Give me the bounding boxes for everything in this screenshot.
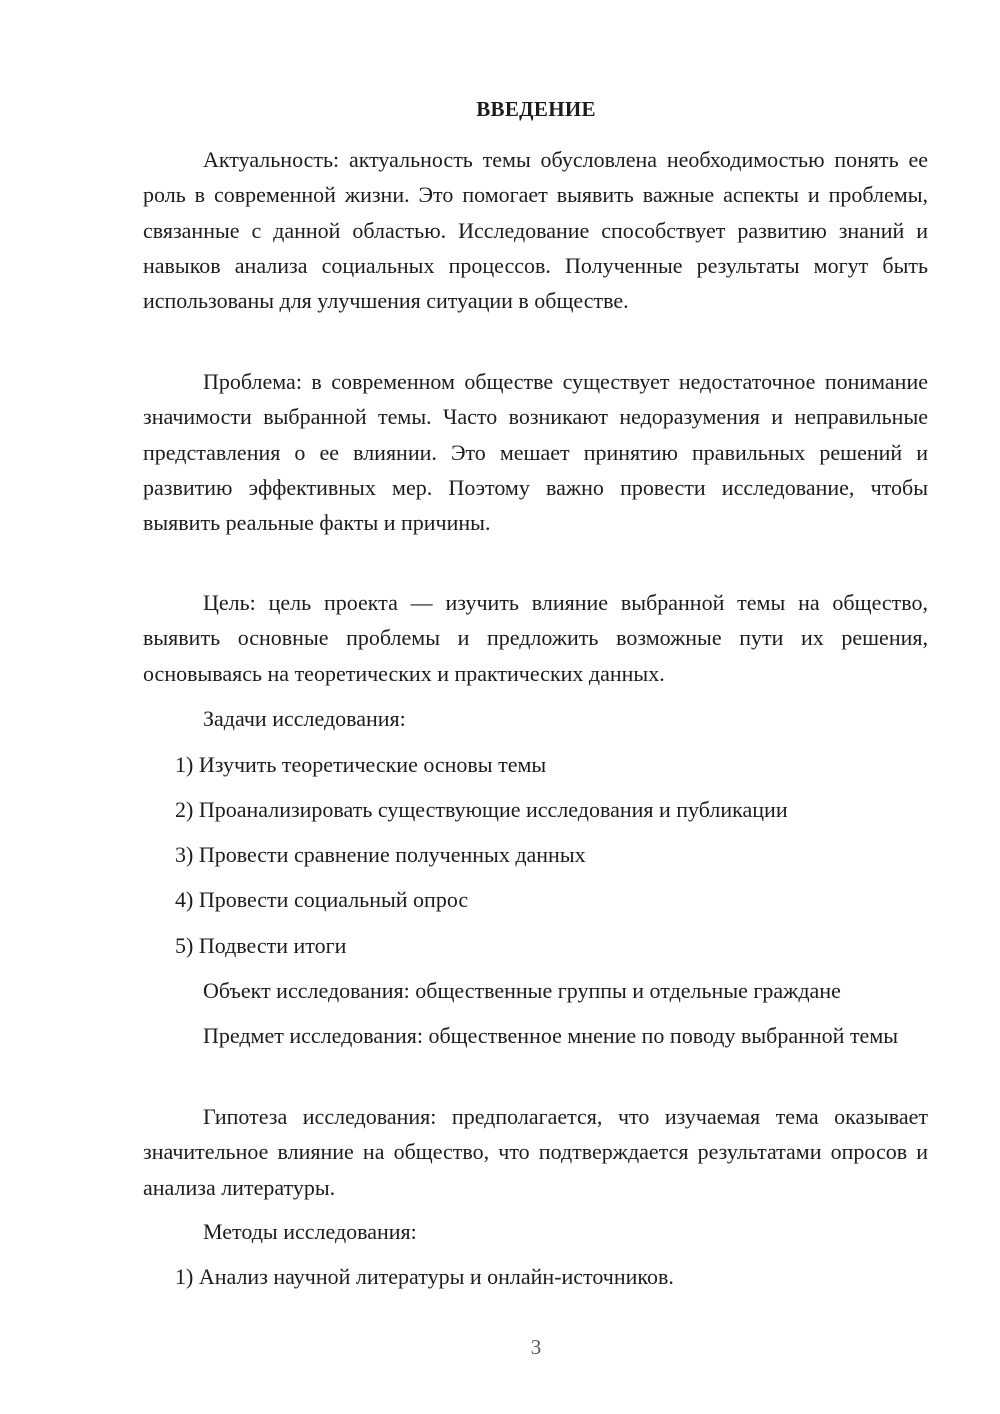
relevance-paragraph: Актуальность: актуальность темы обусловлена необходимостью понять ее роль в современной жизни. Это помогает выявить важные аспекты и проблемы, связанные с данной областью. Исследование способствует развитию знаний и навыков анализа социальных процессов. Полученные результаты могут быть использованы для улучшения ситуации в обществе.: [143, 147, 928, 314]
hypothesis-paragraph: Гипотеза исследования: предполагается, что изучаемая тема оказывает значительное влияние на общество, что подтверждается результатами опросов и анализа литературы.: [143, 1104, 928, 1200]
problem-paragraph: Проблема: в современном обществе существует недостаточное понимание значимости выбранной темы. Часто возникают недоразумения и неправильные представления о ее влиянии. Это мешает принятию правильных решений и развитию эффективных мер. Поэтому важно провести исследование, чтобы выявить реальные факты и причины.: [143, 369, 928, 536]
subject-paragraph: Предмет исследования: общественное мнение по поводу выбранной темы: [203, 1023, 899, 1048]
task-item: 4) Провести социальный опрос: [175, 887, 469, 912]
methods-heading: Методы исследования:: [203, 1219, 417, 1244]
goal-paragraph: Цель: цель проекта — изучить влияние выбранной темы на общество, выявить основные проблемы и предложить возможные пути их решения, основываясь на теоретических и практических данных.: [143, 590, 928, 686]
page-title: ВВЕДЕНИЕ: [476, 97, 596, 121]
method-item: 1) Анализ научной литературы и онлайн-источников.: [175, 1264, 674, 1289]
task-item: 3) Провести сравнение полученных данных: [175, 842, 586, 867]
task-item: 2) Проанализировать существующие исследования и публикации: [175, 797, 788, 822]
object-paragraph: Объект исследования: общественные группы и отдельные граждане: [203, 978, 841, 1003]
task-item: 5) Подвести итоги: [175, 933, 347, 958]
task-item: 1) Изучить теоретические основы темы: [175, 752, 547, 777]
tasks-heading: Задачи исследования:: [203, 706, 406, 731]
page-number: 3: [530, 1335, 542, 1359]
